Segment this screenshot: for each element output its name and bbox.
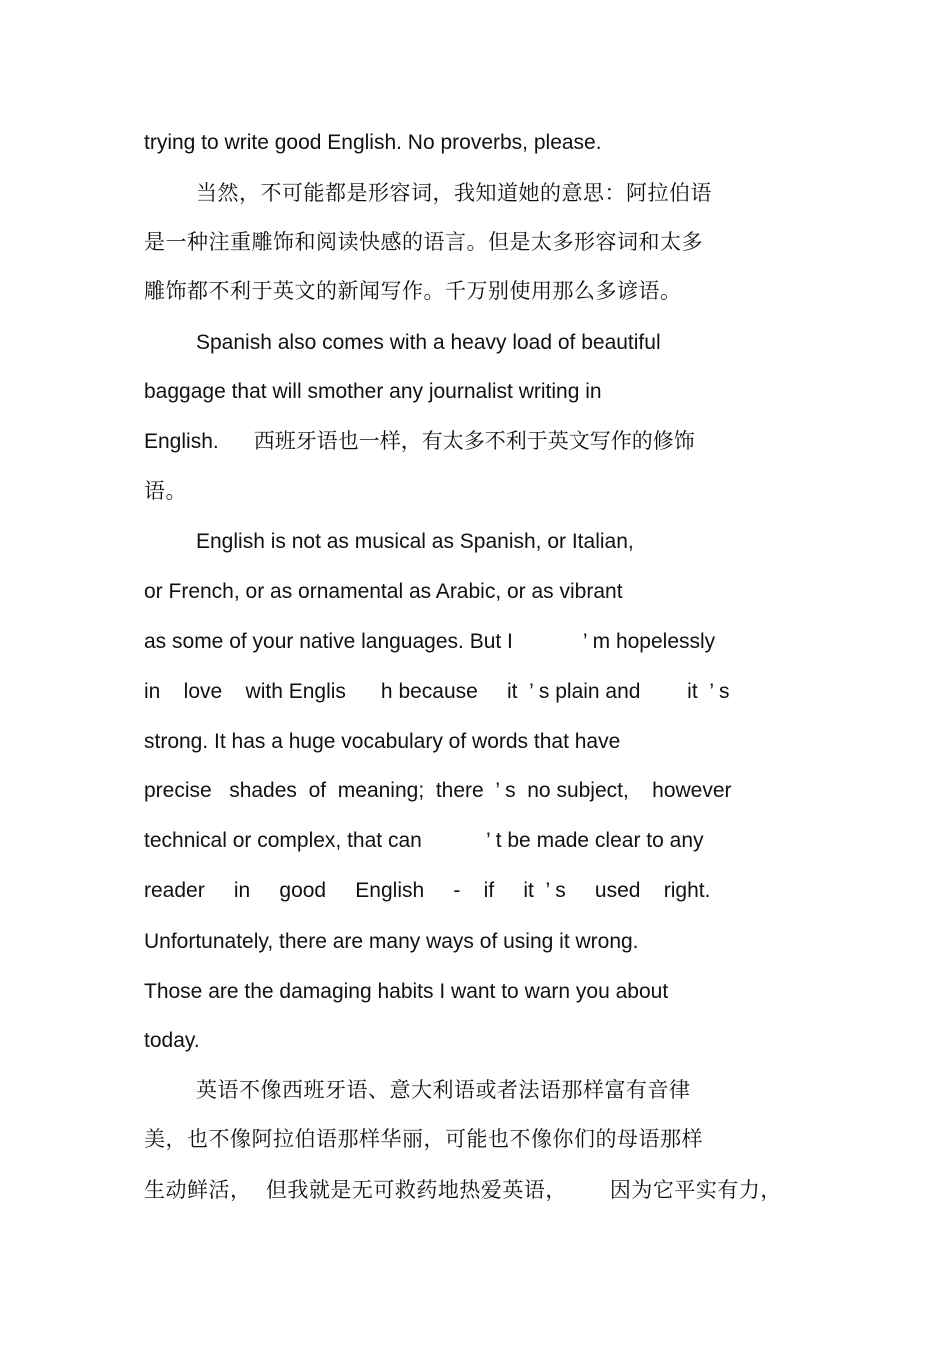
text-line: 语。: [144, 479, 187, 503]
text-line: trying to write good English. No proverbs, please.: [144, 131, 602, 154]
text-line: 英语不像西班牙语、意大利语或者法语那样富有音律: [196, 1078, 691, 1102]
text-line: 美，也不像阿拉伯语那样华丽，可能也不像你们的母语那样: [144, 1127, 703, 1151]
text-line: precise shades of meaning; there ’ s no subject, however: [144, 779, 732, 802]
text-line: reader in good English - if it ’ s used right.: [144, 879, 711, 902]
text-line: as some of your native languages. But I ’ m hopelessly: [144, 630, 716, 653]
text-line: Spanish also comes with a heavy load of beautiful: [196, 331, 661, 354]
text-line: in love with Englis h because it ’ s plain and it ’ s: [144, 680, 730, 703]
text-line: Unfortunately, there are many ways of using it wrong.: [144, 930, 639, 953]
text-line: 当然，不可能都是形容词，我知道她的意思：阿拉伯语: [196, 181, 712, 205]
text-line: strong. It has a huge vocabulary of words that have: [144, 730, 621, 753]
text-line: 雕饰都不利于英文的新闻写作。千万别使用那么多谚语。: [144, 279, 682, 303]
text-line: or French, or as ornamental as Arabic, or as vibrant: [144, 580, 623, 603]
text-line: English. 西班牙语也一样，有太多不利于英文写作的修饰: [144, 430, 695, 453]
text-line: today.: [144, 1029, 200, 1052]
text-line: Those are the damaging habits I want to warn you about: [144, 980, 669, 1003]
text-line: 生动鲜活， 但我就是无可救药地热爱英语， 因为它平实有力，: [144, 1178, 782, 1202]
text-line: 是一种注重雕饰和阅读快感的语言。但是太多形容词和太多: [144, 230, 703, 254]
text-line: technical or complex, that can ’ t be made clear to any: [144, 829, 704, 852]
text-line: English is not as musical as Spanish, or Italian,: [196, 530, 634, 553]
text-line: baggage that will smother any journalist writing in: [144, 380, 602, 403]
